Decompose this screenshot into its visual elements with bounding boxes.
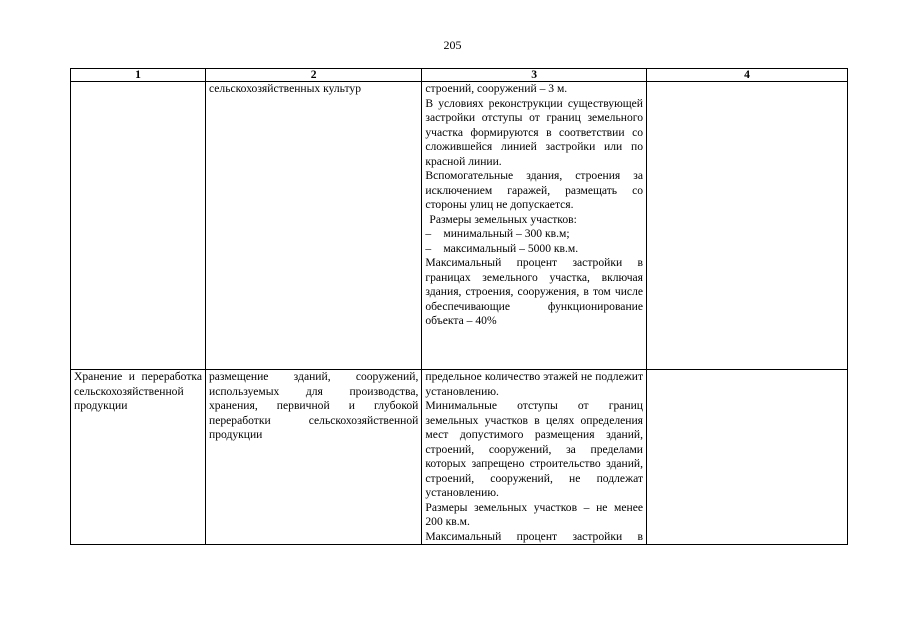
table-row: [71, 370, 848, 545]
dash-icon: –: [425, 227, 432, 240]
row2-col3: [422, 370, 647, 545]
header-col-3: 3: [422, 69, 647, 82]
row2-col1: Хранение и переработка сельскохозяйственной продукции: [71, 370, 206, 545]
zoning-table: [70, 68, 848, 545]
header-col-1: 1: [71, 69, 206, 82]
row1-col2: сельскохозяйственных культур: [205, 82, 421, 370]
row1-col3-li1: – минимальный – 300 кв.м;: [425, 227, 570, 240]
row1-col3-p5: Максимальный процент застройки в границах земельного участка, включая здания, строения, сооружения, в том числе обеспечивающие функционирование объекта – 40%: [425, 256, 644, 327]
row1-col3: [422, 82, 647, 370]
row1-col3-p1: строений, сооружений – 3 м.: [425, 82, 568, 95]
row1-col1: [71, 82, 206, 370]
row1-col3-p3: Вспомогательные здания, строения за исключением гаражей, размещать со стороны улиц не допускается.: [425, 169, 644, 211]
row1-col3-p4: Размеры земельных участков:: [429, 212, 577, 226]
row2-col3-p3: Размеры земельных участков – не менее 200 кв.м.: [425, 500, 644, 528]
header-col-4: 4: [647, 69, 848, 82]
page-number: 205: [443, 38, 462, 52]
table-row: [71, 82, 848, 370]
row2-col4: [647, 370, 848, 545]
row1-col3-li2: – максимальный – 5000 кв.м.: [425, 241, 579, 255]
row1-col3-p2: В условиях реконструкции существующей застройки отступы от границ земельного участка формируются в соответствии со сложившейся линией застройки или по красной линии.: [425, 96, 644, 168]
row1-col4: [647, 82, 848, 370]
table-header-row: [71, 69, 848, 82]
dash-icon: –: [425, 241, 432, 255]
row2-col3-p1: предельное количество этажей не подлежит установлению.: [425, 370, 644, 398]
row2-col3-p2: Минимальные отступы от границ земельных участков в целях определения мест допустимого размещения зданий, строений, сооружений, за пределами которых запрещено строительство зданий, строений, сооружений, не подлежат установлению.: [425, 399, 644, 499]
row2-col2: размещение зданий, сооружений, используемых для производства, хранения, первичной и глубокой переработки сельскохозяйственной продукции: [205, 370, 421, 545]
header-col-2: 2: [205, 69, 421, 82]
row2-col3-p4: Максимальный процент застройки в: [425, 529, 644, 543]
